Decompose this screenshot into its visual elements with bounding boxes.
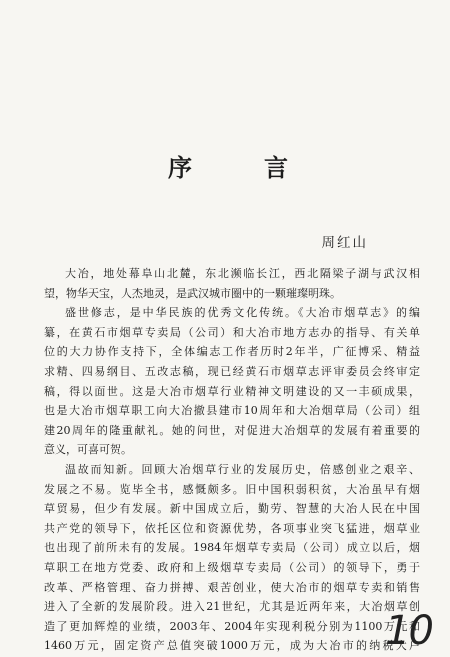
text-line: 造了更加辉煌的业绩，2003年、2004年实现利税分别为1100万元和	[44, 619, 420, 633]
paragraph-1	[44, 264, 420, 303]
text-line: 稿，得以面世。这是大冶市烟草行业精神文明建设的又一丰硕成果，	[44, 384, 420, 398]
text-line: 位的大力协作支持下，全体编志工作者历时2年半，广征博采、精益	[44, 345, 420, 359]
text-line: 草职工在地方党委、政府和上级烟草专卖局（公司）的领导下，勇于	[44, 560, 420, 574]
text-line: 建20周年的隆重献礼。她的问世，对促进大冶烟草的发展有着重要的	[44, 423, 420, 437]
text-line: 大冶，地处幕阜山北麓，东北濒临长江，西北隔梁子湖与武汉相	[65, 267, 420, 280]
text-line: 求精、四易纲目、五改志稿，现已经黄石市烟草志评审委员会终审定	[44, 364, 420, 378]
paragraph-3	[44, 460, 420, 656]
author-name: 周红山	[321, 235, 368, 251]
text-line: 纂，在黄石市烟草专卖局（公司）和大冶市地方志办的指导、有关单	[44, 325, 420, 339]
text-line: 盛世修志，是中华民族的优秀文化传统。《大冶市烟草志》的编	[65, 306, 420, 320]
text-line: 共产党的领导下，依托区位和资源优势，各项事业突飞猛进，烟草业	[44, 521, 420, 535]
paragraph-2	[44, 303, 420, 460]
text-line: 也出现了前所未有的发展。1984年烟草专卖局（公司）成立以后，烟	[44, 541, 420, 555]
text-line: 进入了全新的发展阶段。进入21世纪，尤其是近两年来，大冶烟草创	[44, 600, 420, 614]
text-line: 望，物华天宝，人杰地灵，是武汉城市圈中的一颗璀璨明珠。	[44, 286, 341, 300]
page-title	[168, 148, 288, 183]
text-line: 温故而知新。回顾大冶烟草行业的发展历史，倍感创业之艰辛、	[65, 462, 420, 476]
text-line: 也是大冶市烟草职工向大冶撤县建市10周年和大冶烟草局（公司）组	[44, 404, 420, 418]
text-line: 改革、严格管理、奋力拼搏、艰苦创业，使大冶市的烟草专卖和销售	[44, 580, 420, 594]
text-line: 发展之不易。览毕全书，感慨颇多。旧中国积弱积贫，大冶虽早有烟	[44, 482, 420, 496]
title-char-2: 言	[264, 153, 288, 182]
page-number: 10	[385, 608, 432, 654]
text-line: 意义，可喜可贺。	[44, 443, 132, 457]
text-line: 草贸易，但少有发展。新中国成立后，勤劳、智慧的大冶人民在中国	[44, 502, 420, 516]
body-text	[44, 264, 420, 656]
text-line: 1460万元，固定资产总值突破1000万元，成为大冶市的纳税大户	[44, 639, 420, 653]
title-char-1: 序	[168, 153, 192, 182]
